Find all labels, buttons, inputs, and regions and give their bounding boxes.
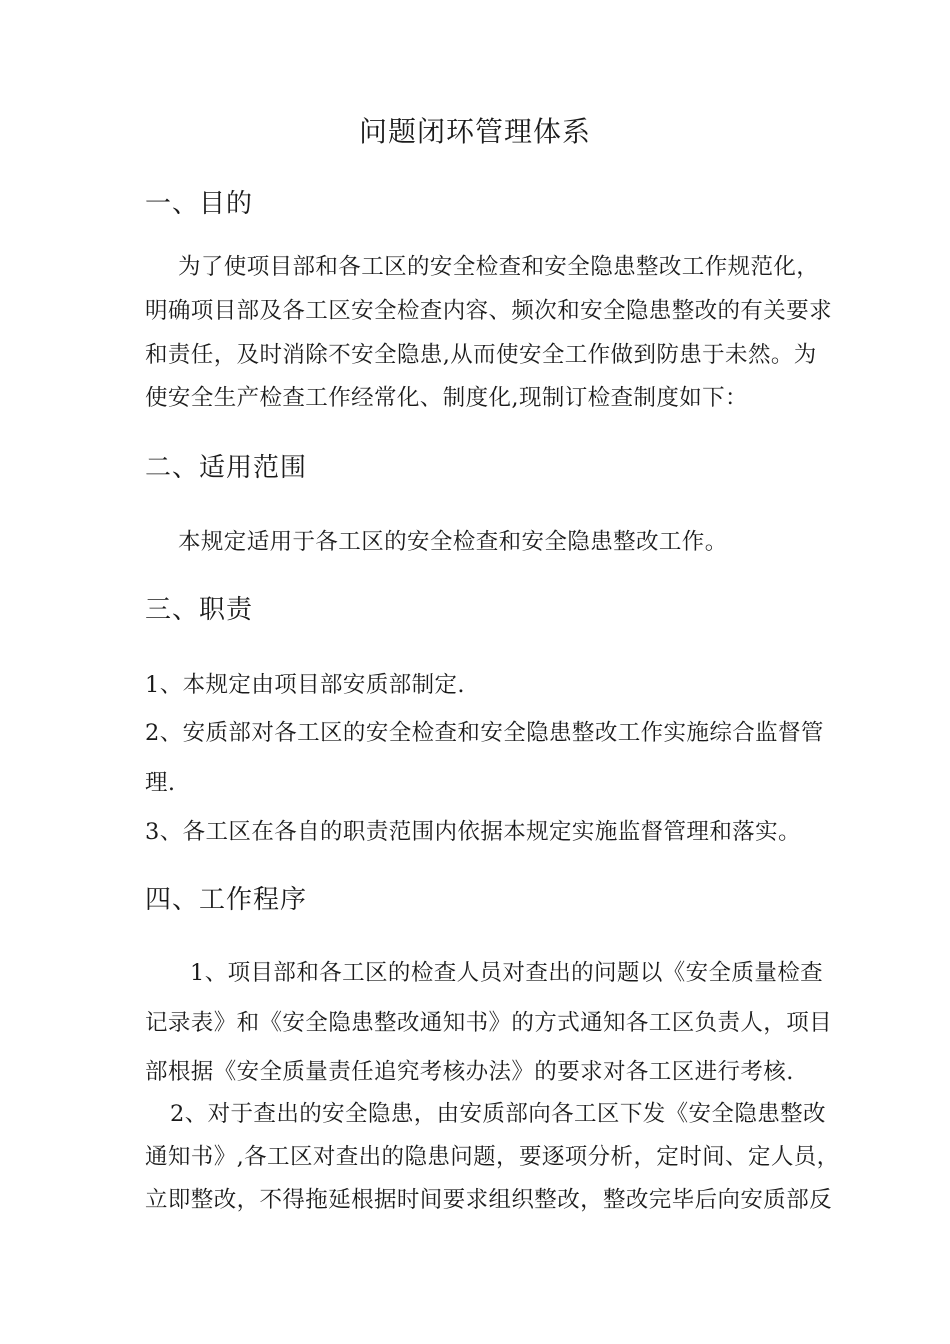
- section-heading-scope: 二、适用范围: [145, 453, 308, 483]
- paragraph-line: 通知书》,各工区对查出的隐患问题，要逐项分析，定时间、定人员，: [145, 1144, 840, 1170]
- paragraph-line: 记录表》和《安全隐患整改通知书》的方式通知各工区负责人，项目: [145, 1010, 833, 1036]
- paragraph-line: 为了使项目部和各工区的安全检查和安全隐患整改工作规范化，: [178, 254, 820, 280]
- section-heading-purpose: 一、目的: [145, 189, 254, 219]
- list-item-continuation: 理.: [145, 770, 176, 796]
- paragraph-line: 立即整改，不得拖延根据时间要求组织整改，整改完毕后向安质部反: [145, 1187, 833, 1213]
- section-heading-procedure: 四、工作程序: [145, 885, 308, 915]
- paragraph-line: 本规定适用于各工区的安全检查和安全隐患整改工作。: [178, 529, 728, 555]
- paragraph-line: 和责任，及时消除不安全隐患,从而使安全工作做到防患于未然。为: [145, 342, 817, 368]
- paragraph-line: 1、项目部和各工区的检查人员对查出的问题以《安全质量检查: [190, 960, 824, 986]
- list-item: 3、各工区在各自的职责范围内依据本规定实施监督管理和落实。: [145, 819, 801, 845]
- document-title: 问题闭环管理体系: [358, 115, 591, 148]
- list-item: 1、本规定由项目部安质部制定.: [145, 672, 465, 698]
- paragraph-line: 使安全生产检查工作经常化、制度化,现制订检查制度如下：: [145, 385, 748, 411]
- paragraph-line: 2、对于查出的安全隐患，由安质部向各工区下发《安全隐患整改: [170, 1101, 826, 1127]
- section-heading-duties: 三、职责: [145, 595, 254, 625]
- paragraph-line: 部根据《安全质量责任追究考核办法》的要求对各工区进行考核.: [145, 1059, 794, 1085]
- paragraph-line: 明确项目部及各工区安全检查内容、频次和安全隐患整改的有关要求: [145, 298, 833, 324]
- list-item: 2、安质部对各工区的安全检查和安全隐患整改工作实施综合监督管: [145, 720, 824, 746]
